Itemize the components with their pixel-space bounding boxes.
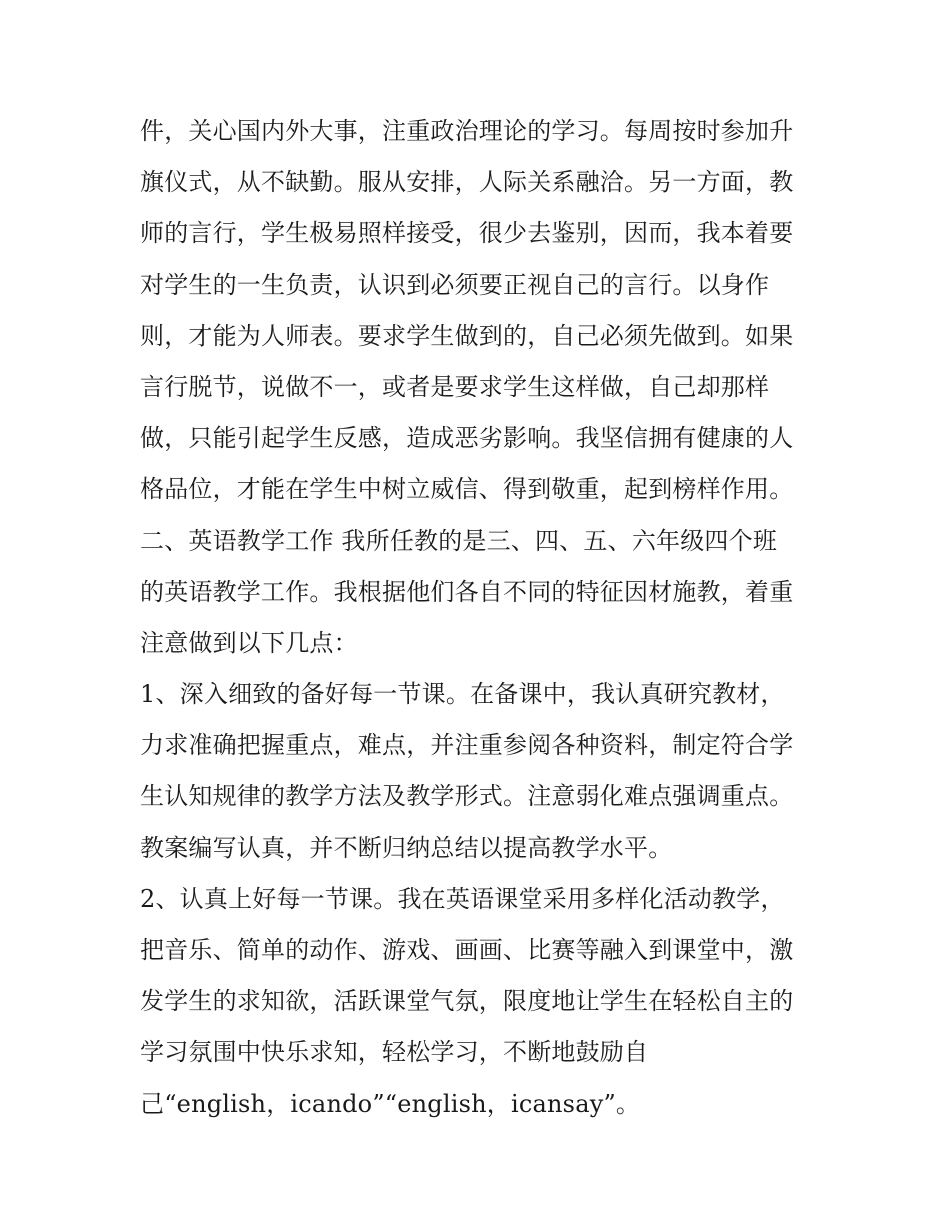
text-line: 做，只能引起学生反感，造成恶劣影响。我坚信拥有健康的人 (140, 424, 794, 453)
text-line: 对学生的一生负责，认识到必须要正视自己的言行。以身作 (140, 270, 770, 299)
text-line: 己“english，icando”“english，icansay”。 (140, 1089, 641, 1118)
text-line: 力求准确把握重点，难点，并注重参阅各种资料，制定符合学 (140, 731, 794, 760)
text-line: 发学生的求知欲，活跃课堂气氛，限度地让学生在轻松自主的 (140, 987, 794, 1016)
text-line: 把音乐、简单的动作、游戏、画画、比赛等融入到课堂中，激 (140, 936, 794, 964)
text-line: 则，才能为人师表。要求学生做到的，自己必须先做到。如果 (140, 321, 794, 350)
text-line: 师的言行，学生极易照样接受，很少去鉴别，因而，我本着要 (140, 219, 794, 248)
list-item-2-line: 2、认真上好每一节课。我在英语课堂采用多样化活动教学， (140, 884, 785, 913)
list-item-1-line: 1、深入细致的备好每一节课。在备课中，我认真研究教材， (140, 680, 785, 709)
text-line: 言行脱节，说做不一，或者是要求学生这样做，自己却那样 (140, 372, 770, 401)
text-line: 件，关心国内外大事，注重政治理论的学习。每周按时参加升 (140, 117, 794, 145)
section-heading-line: 二、英语教学工作 我所任教的是三、四、五、六年级四个班 (140, 526, 778, 555)
text-line: 格品位，才能在学生中树立威信、得到敬重，起到榜样作用。 (140, 475, 794, 504)
text-line: 生认知规律的教学方法及教学形式。注意弱化难点强调重点。 (140, 782, 794, 811)
text-line: 的英语教学工作。我根据他们各自不同的特征因材施教，着重 (140, 577, 794, 606)
text-line: 教案编写认真，并不断归纳总结以提高教学水平。 (140, 833, 673, 862)
text-line: 学习氛围中快乐求知，轻松学习，不断地鼓励自 (140, 1038, 649, 1067)
text-line: 注意做到以下几点： (140, 628, 358, 657)
text-line: 旗仪式，从不缺勤。服从安排，人际关系融洽。另一方面，教 (140, 168, 794, 197)
document-body (140, 106, 820, 1130)
